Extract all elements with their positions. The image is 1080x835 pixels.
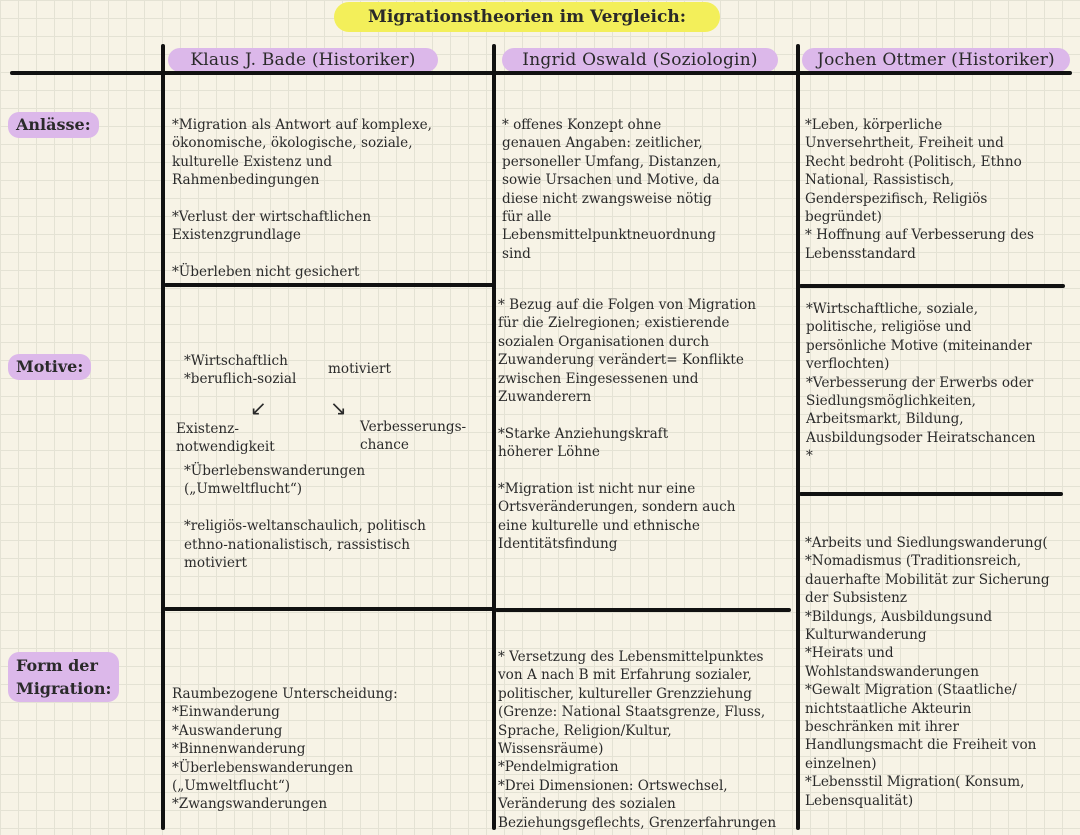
column-divider-3 (796, 44, 800, 830)
row-header-motive: Motive: (8, 354, 91, 380)
motive-bade-top: *Wirtschaftlich *beruflich-sozial (184, 353, 297, 388)
row-divider-1-ottmer (799, 284, 1065, 288)
row-header-anlaesse: Anlässe: (8, 112, 99, 138)
motive-bade-verbesserung: Verbesserungs- chance (360, 419, 467, 454)
anlaesse-ottmer-text: *Leben, körperliche Unversehrtheit, Freiheit und Recht bedroht (Politisch, Ethno National, Rassistisch, Genderspezifisch, Religiös begründet) * Hoffnung auf Verbesserung des Lebensstandard (805, 117, 1034, 262)
column-divider-2 (492, 44, 496, 830)
row-divider-2-bade (164, 607, 494, 611)
row-header-form: Form der Migration: (8, 652, 119, 702)
motive-bade-motiviert: motiviert (328, 361, 391, 377)
column-header-ottmer: Jochen Ottmer (Historiker) (802, 48, 1070, 72)
column-divider-1 (161, 44, 165, 830)
arrow-down-right-icon: ↘ (330, 396, 347, 420)
row-divider-2-oswald (495, 608, 791, 612)
form-oswald-text: * Versetzung des Lebensmittelpunktes von A nach B mit Erfahrung sozialer, politischer, kultureller Grenzziehung (Grenze: National Staatsgrenze, Fluss, Sprache, Religion/Kultur, Wissensräume) *Pendelmigration *Drei Dimensionen: Ortswechsel, Veränderung des sozialen Beziehungsgeflechts, Grenzerfahrungen (498, 649, 777, 831)
column-header-oswald: Ingrid Oswald (Soziologin) (502, 48, 778, 72)
motive-oswald-text: * Bezug auf die Folgen von Migration für die Zielregionen; existierende sozialen Organisationen durch Zuwanderung verändert= Konflikte zwischen Eingesessenen und Zuwanderern *Starke Anziehungskraft höherer Löhne *Migration ist nicht nur eine Ortsveränderungen, sondern auch eine kulturelle und ethnische Identitätsfindung (498, 297, 757, 553)
motive-bade-text: *Überlebenswanderungen („Umweltflucht“) *religiös-weltanschaulich, politisch ethno-nationalistisch, rassistisch motiviert (184, 463, 426, 572)
motive-ottmer-text: *Wirtschaftliche, soziale, politische, religiöse und persönliche Motive (miteinander verflochten) *Verbesserung der Erwerbs oder Siedlungsmöglichkeiten, Arbeitsmarkt, Bildung, Ausbildungsoder Heiratschancen * (806, 301, 1036, 465)
form-ottmer-text: *Arbeits und Siedlungswanderung( *Nomadismus (Traditionsreich, dauerhafte Mobilität zur Sicherung der Subsistenz *Bildungs, Ausbildungsund Kulturwanderung *Heirats und Wohlstandswanderungen *Gewalt Migration (Staatliche/ nichtstaatliche Akteurin beschränken mit ihrer Handlungsmacht die Freiheit von einzelnen) *Lebensstil Migration( Konsum, Lebensqualität) (805, 535, 1050, 809)
anlaesse-bade-text: *Migration als Antwort auf komplexe, ökonomische, ökologische, soziale, kulturelle Existenz und Rahmenbedingungen *Verlust der wirtschaftlichen Existenzgrundlage *Überleben nicht gesichert (172, 117, 432, 281)
header-divider-line (10, 71, 1072, 75)
row-divider-1-bade (164, 283, 494, 287)
form-bade-text: Raumbezogene Unterscheidung: *Einwanderung *Auswanderung *Binnenwanderung *Überlebenswanderungen („Umweltflucht“) *Zwangswanderungen (172, 686, 398, 813)
anlaesse-oswald-text: * offenes Konzept ohne genauen Angaben: zeitlicher, personeller Umfang, Distanzen, sowie Ursachen und Motive, da diese nicht zwangsweise nötig für alle Lebensmittelpunktneuordnung sind (502, 117, 722, 262)
row-divider-2-ottmer (799, 492, 1063, 496)
arrow-down-left-icon: ↙ (250, 396, 267, 420)
page-title: Migrationstheorien im Vergleich: (334, 2, 720, 32)
column-header-bade: Klaus J. Bade (Historiker) (168, 48, 438, 72)
motive-bade-existenz: Existenz- notwendigkeit (176, 421, 275, 456)
